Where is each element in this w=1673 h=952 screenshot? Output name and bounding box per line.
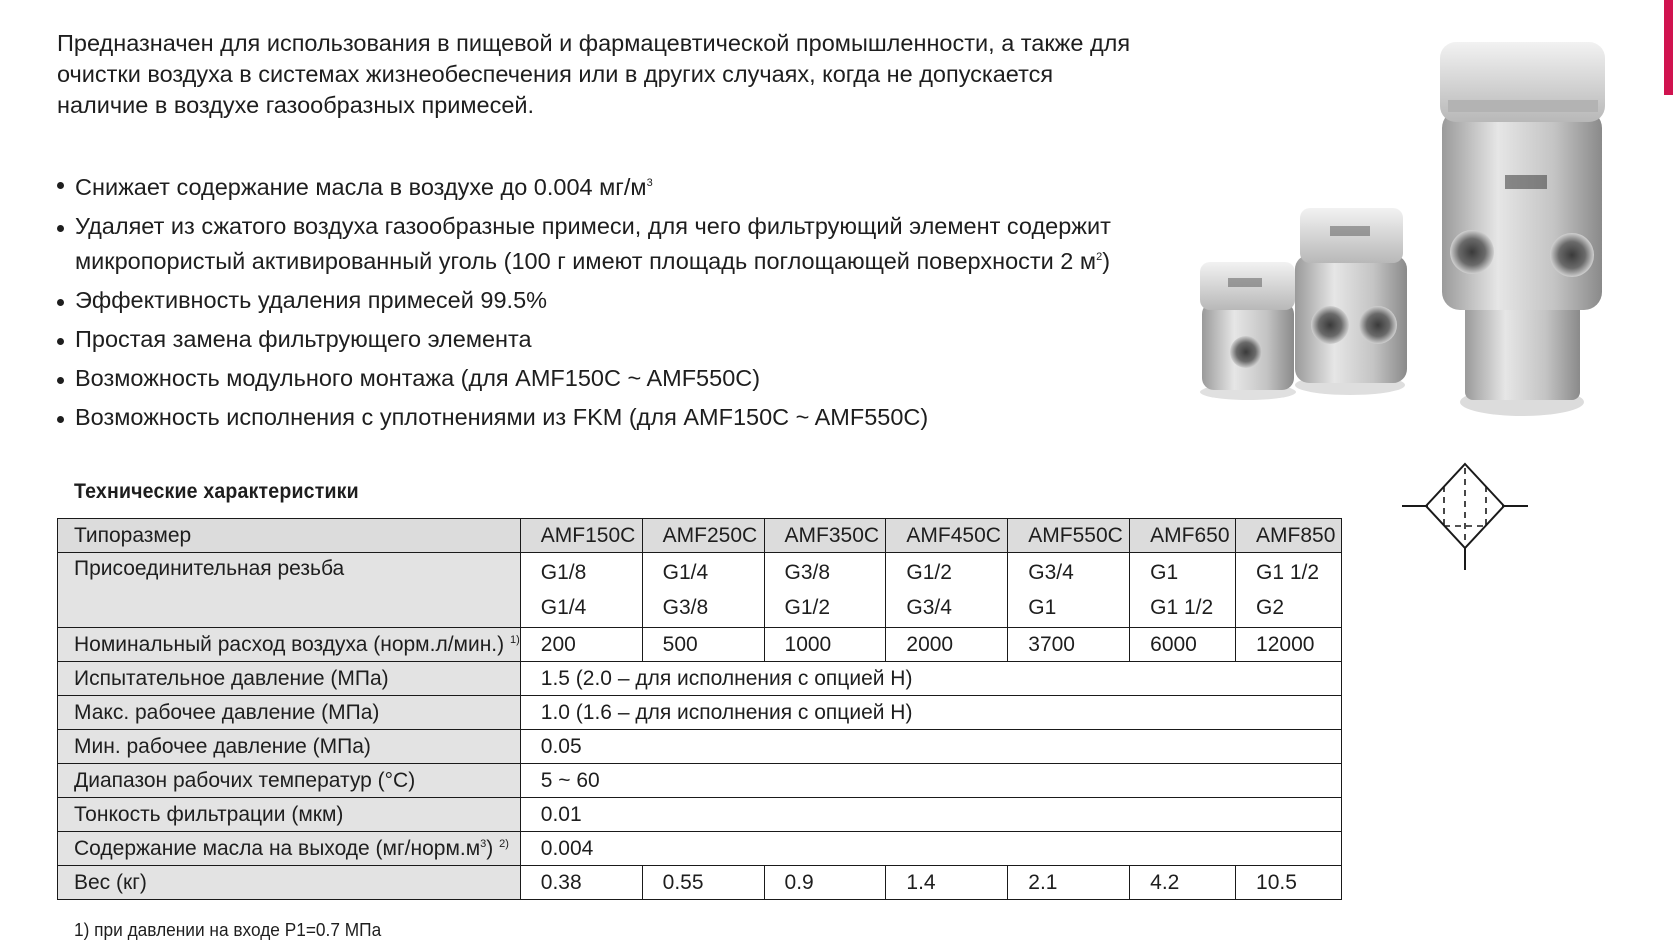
flow-cell: 12000 xyxy=(1236,628,1342,662)
weight-cell: 4.2 xyxy=(1130,866,1236,900)
large-filter-unit xyxy=(1440,42,1605,416)
max-pressure-value: 1.0 (1.6 – для исполнения с опцией H) xyxy=(520,696,1341,730)
feature-item: Эффективность удаления примесей 99.5% xyxy=(57,285,1137,316)
model-cell: AMF450C xyxy=(886,519,1008,553)
table-row-models xyxy=(58,519,1342,553)
small-filter-unit xyxy=(1200,262,1296,400)
model-cell: AMF550C xyxy=(1008,519,1130,553)
feature-item: Возможность исполнения с уплотнениями из FKM (для AMF150C ~ AMF550C) xyxy=(57,402,1137,433)
medium-filter-unit xyxy=(1295,208,1407,395)
test-pressure-label: Испытательное давление (МПа) xyxy=(58,662,521,696)
accent-bar xyxy=(1664,0,1673,95)
table-row-min-pressure xyxy=(58,730,1342,764)
test-pressure-value: 1.5 (2.0 – для исполнения с опцией H) xyxy=(520,662,1341,696)
size-label: Типоразмер xyxy=(58,519,521,553)
weight-cell: 0.55 xyxy=(642,866,764,900)
thread-cell: G1 1/2 G2 xyxy=(1236,553,1342,628)
feature-item: Снижает содержание масла в воздухе до 0.004 $мг/м^3$ xyxy=(57,168,1137,203)
thread-cell: G3/8 G1/2 xyxy=(764,553,886,628)
table-row-max-pressure xyxy=(58,696,1342,730)
weight-cell: 1.4 xyxy=(886,866,1008,900)
filtration-value: 0.01 xyxy=(520,798,1341,832)
product-photo xyxy=(1160,30,1640,430)
weight-cell: 0.38 xyxy=(520,866,642,900)
weight-cell: 10.5 xyxy=(1236,866,1342,900)
table-row-threads xyxy=(58,553,1342,628)
min-pressure-label: Мин. рабочее давление (МПа) xyxy=(58,730,521,764)
intro-paragraph: Предназначен для использования в пищевой и фармацевтической промышленности, а также для очистки воздуха в системах жизнеобеспечения или в других случаях, когда не допускается наличие в воздухе газообразных примесей. xyxy=(57,30,1131,118)
thread-label: Присоединительная резьба xyxy=(58,553,521,628)
flow-cell: 200 xyxy=(520,628,642,662)
flow-cell: 500 xyxy=(642,628,764,662)
weight-cell: 0.9 xyxy=(764,866,886,900)
thread-cell: G1/4 G3/8 xyxy=(642,553,764,628)
spec-table xyxy=(57,518,1342,900)
thread-cell: G1/8 G1/4 xyxy=(520,553,642,628)
table-row-oil xyxy=(58,832,1342,866)
model-cell: AMF850 xyxy=(1236,519,1342,553)
table-row-flow xyxy=(58,628,1342,662)
flow-cell: 1000 xyxy=(764,628,886,662)
model-cell: AMF650 xyxy=(1130,519,1236,553)
feature-item: Удаляет из сжатого воздуха газообразные примеси, для чего фильтрующий элемент содержит микропористый активированный уголь (100 г имеют площадь поглощающей поверхности 2 $м^2$) xyxy=(57,211,1137,277)
table-row-filtration xyxy=(58,798,1342,832)
table-row-temperature xyxy=(58,764,1342,798)
flow-label: Номинальный расход воздуха (норм.л/мин.) $^{1)}$ xyxy=(58,628,521,662)
filtration-label: Тонкость фильтрации (мкм) xyxy=(58,798,521,832)
weight-cell: 2.1 xyxy=(1008,866,1130,900)
thread-cell: G1/2 G3/4 xyxy=(886,553,1008,628)
feature-item: Возможность модульного монтажа (для AMF150C ~ AMF550C) xyxy=(57,363,1137,394)
filter-symbol-icon xyxy=(1400,460,1530,572)
oil-value: 0.004 xyxy=(520,832,1341,866)
table-row-test-pressure xyxy=(58,662,1342,696)
max-pressure-label: Макс. рабочее давление (МПа) xyxy=(58,696,521,730)
flow-cell: 2000 xyxy=(886,628,1008,662)
weight-label: Вес (кг) xyxy=(58,866,521,900)
table-row-weight xyxy=(58,866,1342,900)
feature-list xyxy=(57,168,1137,441)
oil-label: Содержание масла на выходе $(мг/норм.м^3)$ $^{2)}$ xyxy=(58,832,521,866)
thread-cell: G1 G1 1/2 xyxy=(1130,553,1236,628)
thread-cell: G3/4 G1 xyxy=(1008,553,1130,628)
temperature-value: 5 ~ 60 xyxy=(520,764,1341,798)
flow-cell: 6000 xyxy=(1130,628,1236,662)
model-cell: AMF150C xyxy=(520,519,642,553)
flow-cell: 3700 xyxy=(1008,628,1130,662)
footnote: 1) при давлении на входе P1=0.7 МПа xyxy=(74,920,382,940)
temperature-label: Диапазон рабочих температур (°C) xyxy=(58,764,521,798)
spec-title: Технические характеристики xyxy=(74,480,359,503)
model-cell: AMF350C xyxy=(764,519,886,553)
feature-item: Простая замена фильтрующего элемента xyxy=(57,324,1137,355)
min-pressure-value: 0.05 xyxy=(520,730,1341,764)
model-cell: AMF250C xyxy=(642,519,764,553)
